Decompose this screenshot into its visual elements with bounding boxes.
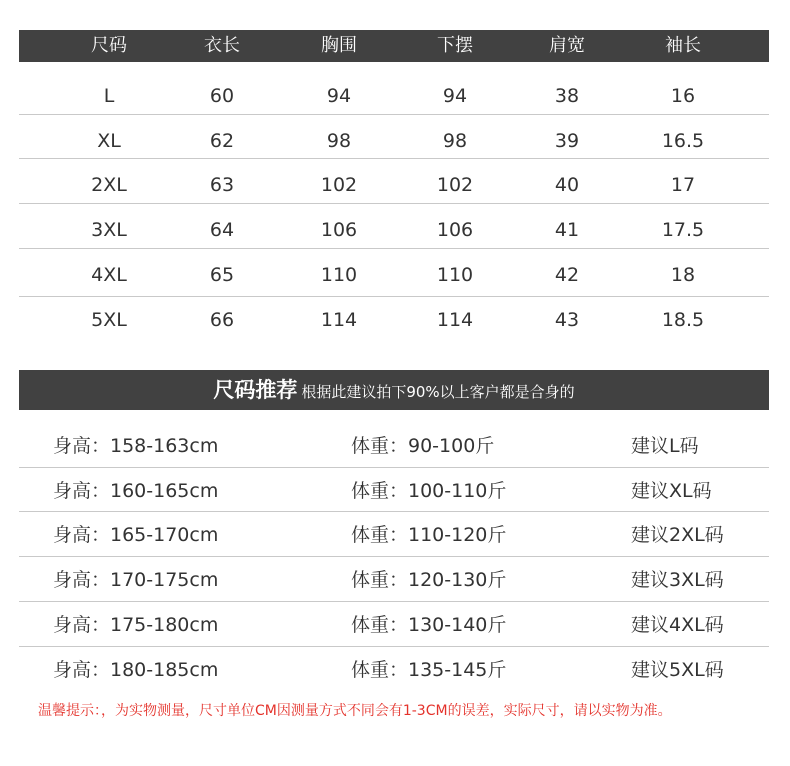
header-hem: 下摆 [437, 35, 473, 56]
cell-chest: 102 [320, 174, 358, 196]
size-advice: 建议L码 [631, 435, 699, 457]
cell-chest: 106 [320, 219, 358, 241]
cell-shoulder: 41 [554, 219, 580, 241]
recommendation-row [19, 424, 769, 469]
cell-length: 66 [209, 309, 235, 331]
height-range: 身高：170-175cm [53, 569, 219, 591]
height-range: 身高：165-170cm [53, 524, 219, 546]
row-divider [19, 511, 769, 512]
recommendation-row [19, 648, 769, 693]
size-table-row [19, 208, 769, 253]
cell-chest: 114 [320, 309, 358, 331]
cell-size: 4XL [91, 264, 127, 286]
cell-chest: 94 [326, 85, 352, 107]
cell-size: XL [97, 130, 121, 152]
size-advice: 建议4XL码 [631, 614, 724, 636]
cell-sleeve: 16.5 [661, 130, 705, 152]
size-recommendation-header [19, 370, 769, 410]
size-advice: 建议5XL码 [631, 659, 724, 681]
row-divider [19, 467, 769, 468]
cell-hem: 106 [436, 219, 474, 241]
height-range: 身高：180-185cm [53, 659, 219, 681]
height-range: 身高：158-163cm [53, 435, 219, 457]
cell-hem: 94 [442, 85, 468, 107]
cell-length: 64 [209, 219, 235, 241]
height-range: 身高：175-180cm [53, 614, 219, 636]
height-range: 身高：160-165cm [53, 480, 219, 502]
cell-sleeve: 17 [670, 174, 696, 196]
row-divider [19, 158, 769, 159]
recommendation-title: 尺码推荐 [213, 378, 298, 402]
row-divider [19, 203, 769, 204]
size-table-row [19, 253, 769, 298]
cell-length: 62 [209, 130, 235, 152]
row-divider [19, 556, 769, 557]
size-table-row [19, 163, 769, 208]
cell-shoulder: 42 [554, 264, 580, 286]
cell-size: 5XL [91, 309, 127, 331]
size-advice: 建议2XL码 [631, 524, 724, 546]
size-table-row [19, 74, 769, 119]
cell-sleeve: 16 [670, 85, 696, 107]
cell-hem: 114 [436, 309, 474, 331]
row-divider [19, 114, 769, 115]
row-divider [19, 646, 769, 647]
footer-note: 温馨提示：，为实物测量，尺寸单位CM因测量方式不同会有1-3CM的误差，实际尺寸，请以实物为准。 [38, 703, 672, 719]
recommendation-subtitle: 根据此建议拍下90%以上客户都是合身的 [301, 383, 575, 401]
header-size: 尺码 [91, 35, 127, 56]
weight-range: 体重：100-110斤 [351, 480, 507, 502]
cell-shoulder: 38 [554, 85, 580, 107]
cell-sleeve: 18.5 [661, 309, 705, 331]
header-shoulder: 肩宽 [549, 35, 585, 56]
size-table-header [19, 30, 769, 62]
header-length: 衣长 [204, 35, 240, 56]
recommendation-row [19, 558, 769, 603]
row-divider [19, 248, 769, 249]
cell-shoulder: 40 [554, 174, 580, 196]
cell-chest: 98 [326, 130, 352, 152]
cell-size: 3XL [91, 219, 127, 241]
cell-hem: 110 [436, 264, 474, 286]
weight-range: 体重：120-130斤 [351, 569, 507, 591]
cell-shoulder: 43 [554, 309, 580, 331]
cell-chest: 110 [320, 264, 358, 286]
row-divider [19, 296, 769, 297]
cell-length: 60 [209, 85, 235, 107]
weight-range: 体重：130-140斤 [351, 614, 507, 636]
cell-sleeve: 18 [670, 264, 696, 286]
row-divider [19, 601, 769, 602]
cell-shoulder: 39 [554, 130, 580, 152]
size-advice: 建议3XL码 [631, 569, 724, 591]
weight-range: 体重：135-145斤 [351, 659, 507, 681]
recommendation-row [19, 603, 769, 648]
cell-length: 65 [209, 264, 235, 286]
cell-size: L [103, 85, 115, 107]
header-sleeve: 袖长 [665, 35, 701, 56]
cell-hem: 102 [436, 174, 474, 196]
cell-sleeve: 17.5 [661, 219, 705, 241]
cell-hem: 98 [442, 130, 468, 152]
cell-size: 2XL [91, 174, 127, 196]
recommendation-row [19, 469, 769, 514]
cell-length: 63 [209, 174, 235, 196]
recommendation-row [19, 513, 769, 558]
weight-range: 体重：110-120斤 [351, 524, 507, 546]
weight-range: 体重：90-100斤 [351, 435, 495, 457]
size-table-row [19, 298, 769, 343]
header-chest: 胸围 [321, 35, 357, 56]
size-advice: 建议XL码 [631, 480, 712, 502]
